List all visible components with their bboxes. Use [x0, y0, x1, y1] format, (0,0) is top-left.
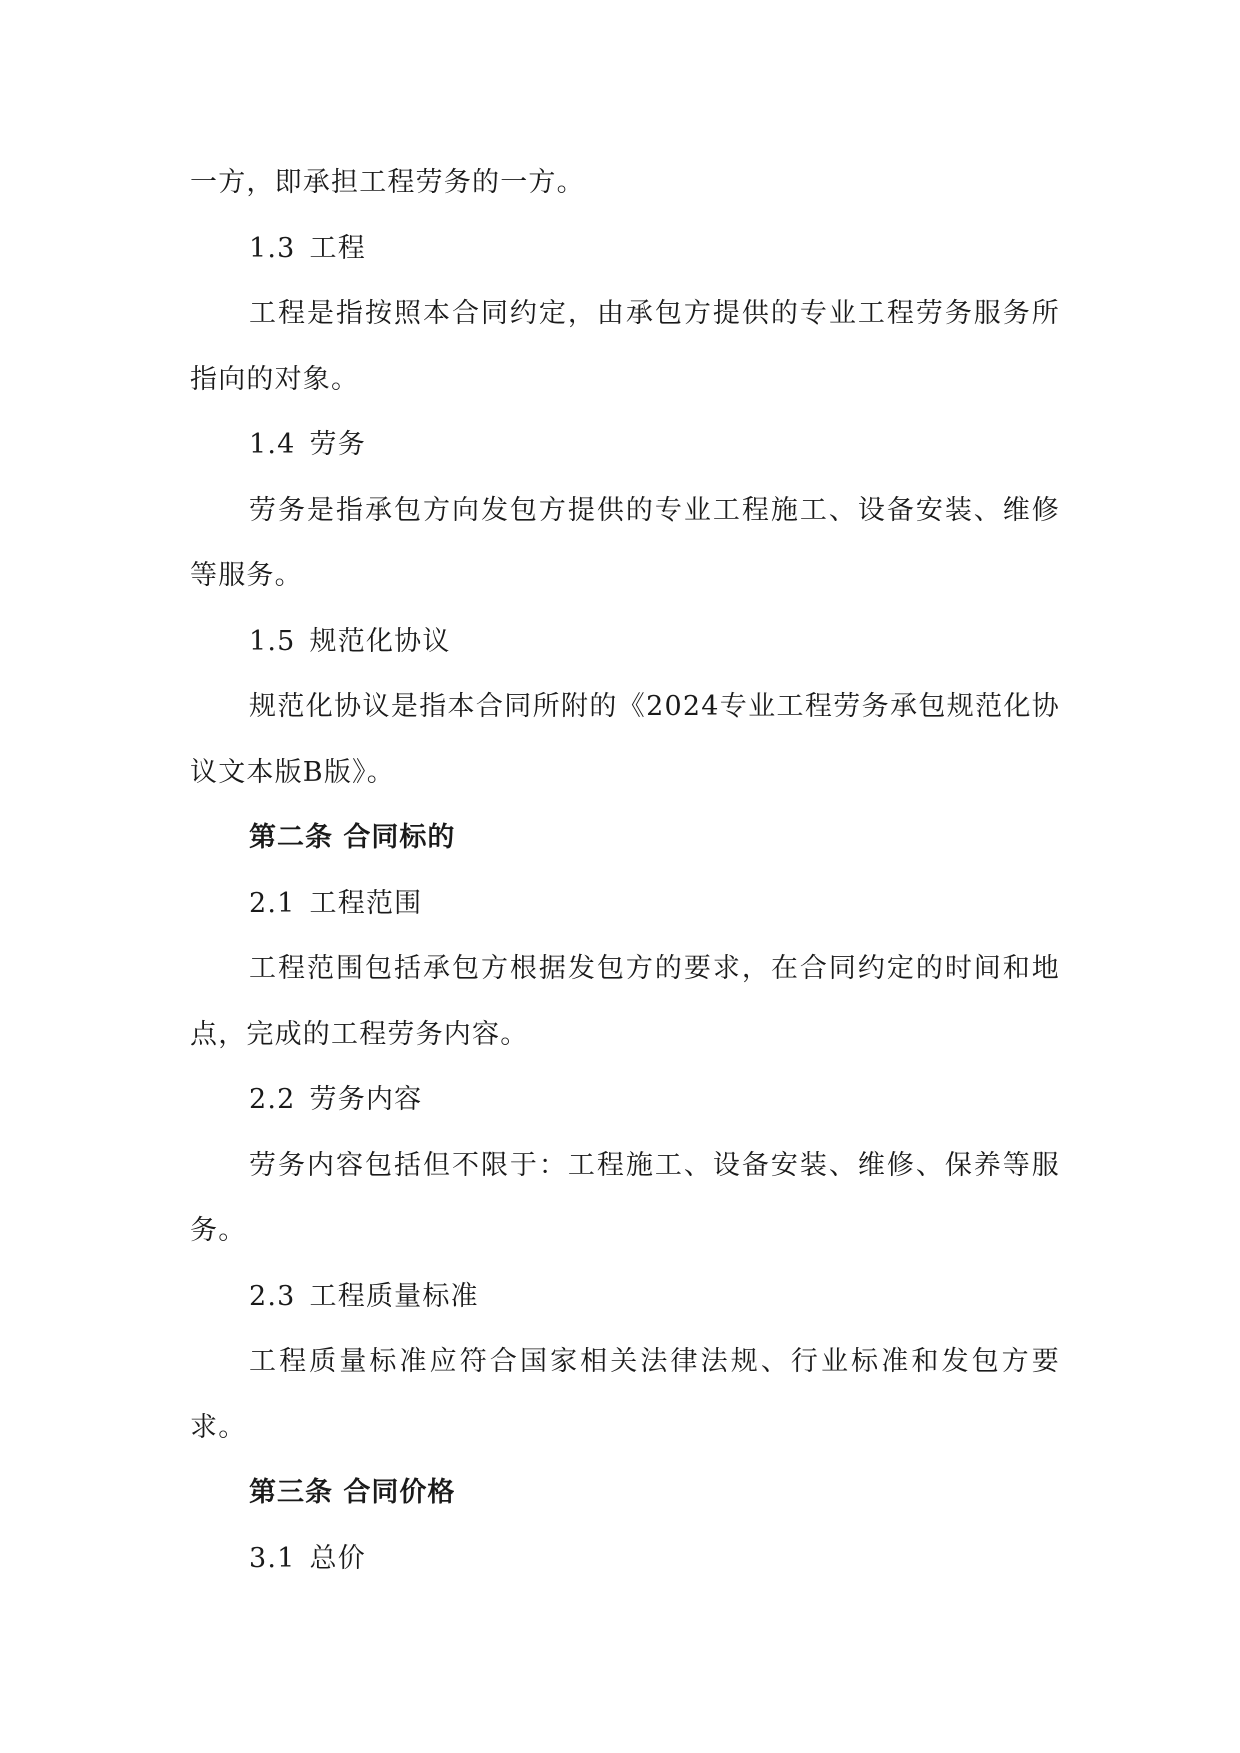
- clause-number: 1.4: [249, 429, 296, 460]
- clause-number: 3.1: [249, 1542, 296, 1574]
- clause-title: 工程: [309, 232, 366, 264]
- paragraph-scope: 工程范围包括承包方根据发包方的要求，在合同约定的时间和地点，完成的工程劳务内容。: [190, 953, 1060, 1050]
- clause-number: 1.5: [249, 625, 296, 657]
- article-heading-2: 第二条 合同标的: [249, 822, 456, 853]
- document-body: [190, 150, 1060, 1591]
- clause-title: 总价: [309, 1542, 366, 1574]
- clause-number: 2.3: [249, 1280, 296, 1312]
- clause-title: 工程质量标准: [309, 1280, 479, 1312]
- paragraph-definition-engineering: 工程是指按照本合同约定，由承包方提供的专业工程劳务服务所指向的对象。: [190, 298, 1060, 395]
- clause-heading-3-1: [190, 1526, 1060, 1592]
- clause-heading-1-3: [190, 216, 1060, 282]
- clause-heading-2-3: [190, 1264, 1060, 1330]
- clause-heading-1-4: [190, 412, 1060, 478]
- clause-title: 规范化协议: [309, 625, 451, 657]
- clause-number: 1.3: [249, 232, 296, 264]
- paragraph-continuation: 一方，即承担工程劳务的一方。: [190, 167, 585, 198]
- paragraph-labor-content: 劳务内容包括但不限于：工程施工、设备安装、维修、保养等服务。: [190, 1149, 1060, 1246]
- clause-heading-2-2: [190, 1067, 1060, 1133]
- clause-title: 劳务内容: [309, 1084, 423, 1115]
- clause-number: 2.1: [249, 887, 296, 919]
- clause-title: 劳务: [309, 429, 366, 460]
- paragraph-quality-standard: 工程质量标准应符合国家相关法律法规、行业标准和发包方要求。: [190, 1346, 1060, 1443]
- paragraph-definition-agreement: 规范化协议是指本合同所附的《2024专业工程劳务承包规范化协议文本版B版》。: [190, 691, 1060, 788]
- paragraph-definition-labor: 劳务是指承包方向发包方提供的专业工程施工、设备安装、维修等服务。: [190, 494, 1060, 591]
- clause-title: 工程范围: [309, 887, 423, 919]
- clause-heading-2-1: [190, 871, 1060, 937]
- article-heading-3: 第三条 合同价格: [249, 1477, 456, 1508]
- clause-heading-1-5: [190, 609, 1060, 675]
- clause-number: 2.2: [249, 1084, 296, 1115]
